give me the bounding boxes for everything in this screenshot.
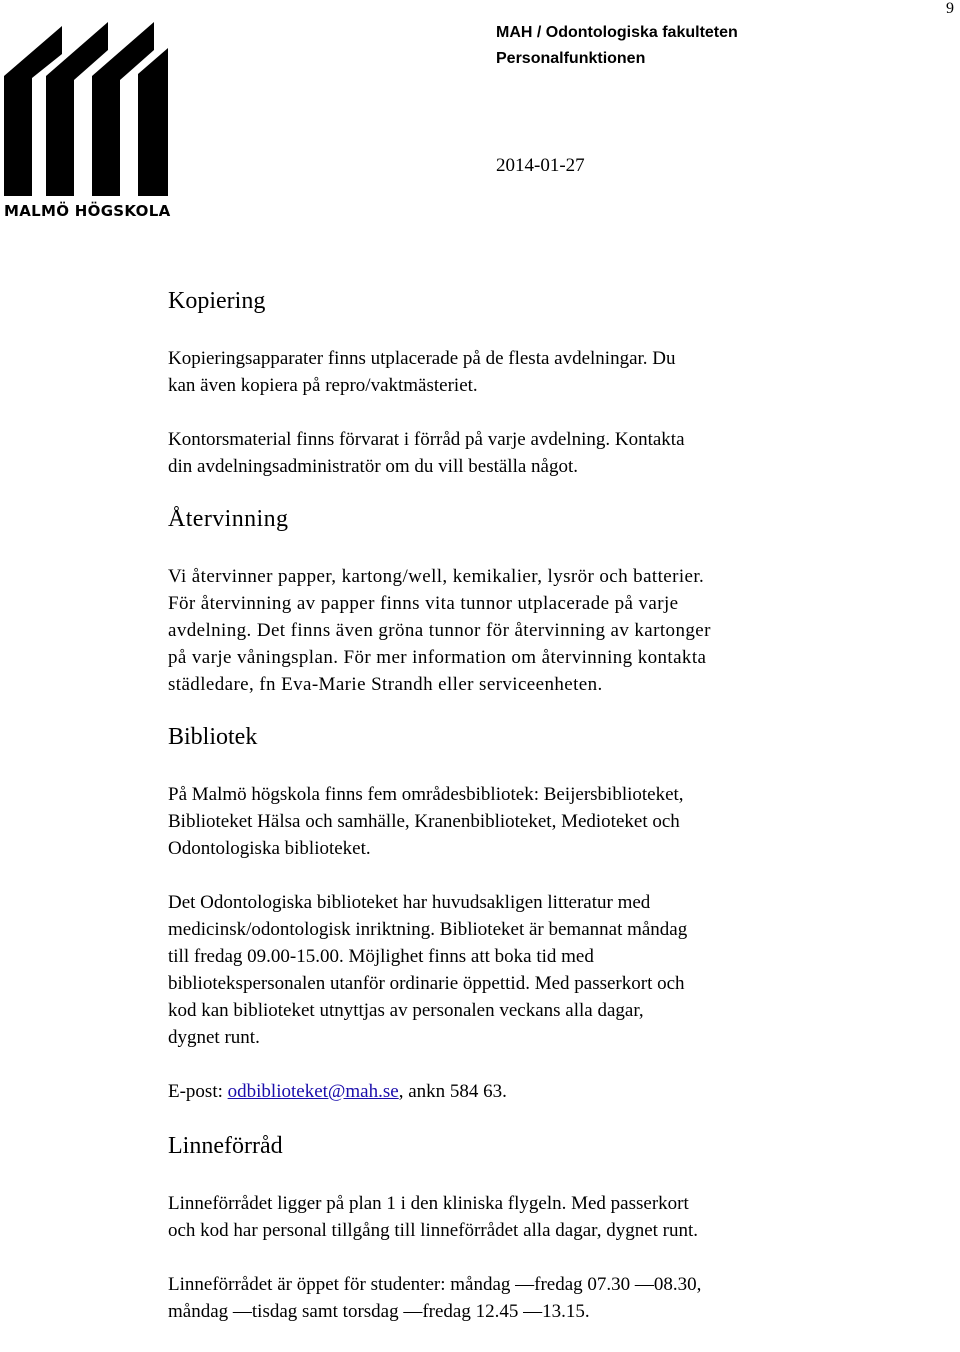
- paragraph-line: Kopieringsapparater finns utplacerade på de flesta avdelningar. Du: [168, 348, 676, 369]
- paragraph-line: Linneförrådet ligger på plan 1 i den kliniska flygeln. Med passerkort: [168, 1193, 689, 1214]
- logo-mark-icon: [4, 16, 168, 196]
- paragraph-line: Kontorsmaterial finns förvarat i förråd på varje avdelning. Kontakta: [168, 429, 685, 450]
- paragraph-line: till fredag 09.00-15.00. Möjlighet finns att boka tid med: [168, 946, 594, 967]
- email-link[interactable]: odbiblioteket@mah.se: [227, 1081, 399, 1102]
- section-title-kopiering: Kopiering: [168, 288, 266, 314]
- section-title-bibliotek: Bibliotek: [168, 724, 258, 750]
- org-line-2: Personalfunktionen: [496, 50, 646, 67]
- section-atervinning: [168, 502, 828, 720]
- section-bibliotek: [168, 720, 828, 1129]
- paragraph-line: Odontologiska biblioteket.: [168, 838, 371, 859]
- document-date: 2014-01-27: [496, 155, 585, 176]
- paragraph-line: din avdelningsadministratör om du vill beställa något.: [168, 456, 579, 477]
- paragraph-line: Det Odontologiska biblioteket har huvudsakligen litteratur med: [168, 892, 651, 913]
- logo-text: MALMÖ HÖGSKOLA: [4, 202, 171, 220]
- section-title-linneforrad: Linneförråd: [168, 1133, 283, 1159]
- paragraph-line: städledare, fn Eva-Marie Strandh eller serviceenheten.: [168, 674, 603, 695]
- paragraph-line: på varje våningsplan. För mer information om återvinning kontakta: [168, 647, 707, 668]
- section-linneforrad: [168, 1129, 828, 1325]
- paragraph-line: kan även kopiera på repro/vaktmästeriet.: [168, 375, 478, 396]
- header-organization: [496, 20, 738, 72]
- document-body: [168, 284, 828, 1325]
- paragraph-line: kod kan biblioteket utnyttjas av personalen veckans alla dagar,: [168, 1000, 644, 1021]
- paragraph-line: medicinsk/odontologisk inriktning. Biblioteket är bemannat måndag: [168, 919, 688, 940]
- paragraph-line: avdelning. Det finns även gröna tunnor för återvinning av kartonger: [168, 620, 711, 641]
- email-line: [168, 1078, 828, 1105]
- paragraph-line: och kod har personal tillgång till linneförrådet alla dagar, dygnet runt.: [168, 1220, 699, 1241]
- email-prefix: E-post:: [168, 1081, 228, 1102]
- paragraph-line: måndag —tisdag samt torsdag —fredag 12.45 —13.15.: [168, 1301, 590, 1322]
- paragraph-line: På Malmö högskola finns fem områdesbibliotek: Beijersbiblioteket,: [168, 784, 684, 805]
- section-kopiering: [168, 284, 828, 502]
- section-title-atervinning: Återvinning: [168, 506, 289, 532]
- malmo-hogskola-logo: [4, 16, 172, 220]
- paragraph-line: Vi återvinner papper, kartong/well, kemikalier, lysrör och batterier.: [168, 566, 705, 587]
- paragraph-line: dygnet runt.: [168, 1027, 260, 1048]
- page-number: 9: [946, 0, 954, 17]
- paragraph-line: bibliotekspersonalen utanför ordinarie öppettid. Med passerkort och: [168, 973, 685, 994]
- paragraph-line: Biblioteket Hälsa och samhälle, Kranenbiblioteket, Medioteket och: [168, 811, 680, 832]
- paragraph-line: För återvinning av papper finns vita tunnor utplacerade på varje: [168, 593, 679, 614]
- email-suffix: , ankn 584 63.: [398, 1081, 507, 1102]
- org-line-1: MAH / Odontologiska fakulteten: [496, 24, 738, 41]
- paragraph-line: Linneförrådet är öppet för studenter: måndag —fredag 07.30 —08.30,: [168, 1274, 702, 1295]
